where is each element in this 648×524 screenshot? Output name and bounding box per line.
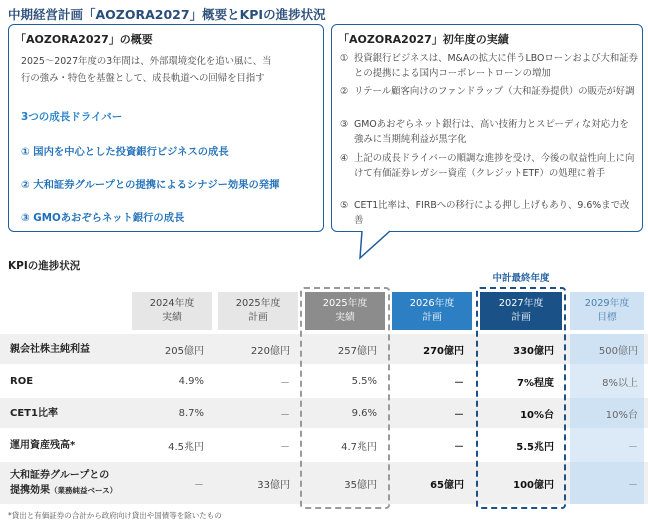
cell: 330億円 bbox=[513, 345, 554, 357]
row-label-sub: （業務純益ベース） bbox=[50, 486, 118, 495]
col-header-2025-actual bbox=[305, 292, 385, 330]
cell: － bbox=[454, 441, 464, 453]
achievement-text: 上記の成長ドライバーの順調な進捗を受け、今後の収益性向上に向けて有価証券レガシー資産（クレジットETF）の処理に着手 bbox=[354, 153, 635, 179]
cell: 270億円 bbox=[423, 345, 464, 357]
cell: 4.9% bbox=[178, 375, 204, 387]
col-header-line: 計画 bbox=[511, 312, 531, 323]
achievement-item-5 bbox=[340, 198, 638, 228]
col-header-2026-plan bbox=[392, 292, 472, 330]
col-header-2027-plan bbox=[480, 292, 562, 330]
cell: － bbox=[280, 441, 290, 453]
cell: 4.5兆円 bbox=[168, 441, 204, 453]
cell: － bbox=[280, 377, 290, 389]
overview-panel bbox=[8, 24, 324, 232]
cell: 10%台 bbox=[520, 409, 554, 421]
cell: － bbox=[628, 479, 638, 491]
achievement-text: 投資銀行ビジネスは、M&Aの拡大に伴うLBOローンおよび大和証券との提携による国内コーポレートローンの増加 bbox=[354, 53, 638, 79]
col-header-line: 実績 bbox=[162, 312, 182, 323]
cell: － bbox=[454, 377, 464, 389]
achievement-num: ⑤ bbox=[340, 200, 349, 211]
cell: 220億円 bbox=[250, 345, 290, 357]
cell: － bbox=[280, 409, 290, 421]
cell: 8.7% bbox=[178, 407, 204, 419]
row-label-cet1: CET1比率 bbox=[10, 407, 58, 419]
col-header-line: 2027年度 bbox=[498, 298, 544, 309]
row-label-main: 提携効果 bbox=[10, 485, 50, 496]
cell: 205億円 bbox=[164, 345, 204, 357]
overview-desc-line-2: 行の強み・特色を基盤として、成長軌道への回帰を目指す bbox=[21, 73, 265, 84]
cell: － bbox=[454, 409, 464, 421]
achievement-num: ④ bbox=[340, 153, 349, 164]
cell: 7%程度 bbox=[517, 377, 554, 389]
cell: 5.5兆円 bbox=[516, 441, 554, 453]
cell: 9.6% bbox=[351, 407, 377, 419]
driver-2: ② 大和証券グループとの提携によるシナジー効果の発揮 bbox=[21, 179, 280, 191]
row-label-net-income: 親会社株主純利益 bbox=[10, 343, 90, 355]
footnote: *貸出と有価証券の合計から政府向け貸出や国債等を除いたもの bbox=[8, 511, 222, 520]
page-title: 中期経営計画「AOZORA2027」概要とKPIの進捗状況 bbox=[8, 7, 326, 22]
achievement-num: ③ bbox=[340, 119, 349, 130]
col-header-line: 2026年度 bbox=[409, 298, 455, 309]
achievement-item-3 bbox=[340, 117, 638, 147]
mid-term-final-label: 中計最終年度 bbox=[492, 273, 550, 284]
row-label-daiwa-synergy bbox=[10, 462, 117, 504]
achievement-item-2 bbox=[340, 84, 638, 99]
col-header-line: 2025年度 bbox=[322, 298, 368, 309]
cell: 10%台 bbox=[605, 409, 638, 421]
col-header-line: 実績 bbox=[335, 312, 355, 323]
col-header-line: 2024年度 bbox=[149, 298, 195, 309]
overview-heading: 「AOZORA2027」の概要 bbox=[15, 33, 153, 46]
cell: 35億円 bbox=[344, 479, 377, 491]
row-label-line-2 bbox=[10, 483, 117, 498]
cell: 257億円 bbox=[337, 345, 377, 357]
row-label-roe: ROE bbox=[10, 375, 34, 387]
achievement-num: ① bbox=[340, 53, 349, 64]
achievement-item-1 bbox=[340, 51, 638, 81]
achievement-text: GMOあおぞらネット銀行は、高い技術力とスピーディな対応力を強みに当期純利益が黒字化 bbox=[354, 119, 629, 145]
cell: 100億円 bbox=[513, 479, 554, 491]
kpi-section-label: KPIの進捗状況 bbox=[8, 260, 81, 272]
drivers-title: 3つの成長ドライバー bbox=[21, 111, 123, 123]
col-header-line: 目標 bbox=[597, 312, 617, 323]
achievement-num: ② bbox=[340, 86, 349, 97]
row-label-aum: 運用資産残高* bbox=[10, 439, 76, 451]
col-header-2029-target bbox=[570, 292, 644, 330]
driver-3: ③ GMOあおぞらネット銀行の成長 bbox=[21, 212, 185, 224]
col-header-2025-plan bbox=[218, 292, 298, 330]
achievement-text: リテール顧客向けのファンドラップ（大和証券提供）の販売が好調 bbox=[354, 86, 635, 97]
cell: 500億円 bbox=[598, 345, 638, 357]
cell: 5.5% bbox=[351, 375, 377, 387]
cell: 65億円 bbox=[430, 479, 464, 491]
col-header-line: 2029年度 bbox=[584, 298, 630, 309]
col-header-2024-actual bbox=[132, 292, 212, 330]
cell: 8%以上 bbox=[602, 377, 638, 389]
cell: 33億円 bbox=[257, 479, 290, 491]
row-label-line-1: 大和証券グループとの bbox=[10, 470, 110, 481]
overview-desc-line-1: 2025〜2027年度の3年間は、外部環境変化を追い風に、当 bbox=[21, 56, 272, 67]
driver-1: ① 国内を中心とした投資銀行ビジネスの成長 bbox=[21, 146, 229, 158]
cell: － bbox=[194, 479, 204, 491]
achievements-heading: 「AOZORA2027」初年度の実績 bbox=[338, 33, 509, 46]
col-header-line: 計画 bbox=[422, 312, 442, 323]
cell: － bbox=[628, 441, 638, 453]
col-header-line: 2025年度 bbox=[235, 298, 281, 309]
col-header-line: 計画 bbox=[248, 312, 268, 323]
achievement-item-4 bbox=[340, 151, 638, 181]
achievements-panel bbox=[331, 24, 643, 232]
overview-description bbox=[21, 53, 317, 87]
cell: 4.7兆円 bbox=[341, 441, 377, 453]
achievement-text: CET1比率は、FIRBへの移行による押し上げもあり、9.6%まで改善 bbox=[354, 200, 630, 226]
